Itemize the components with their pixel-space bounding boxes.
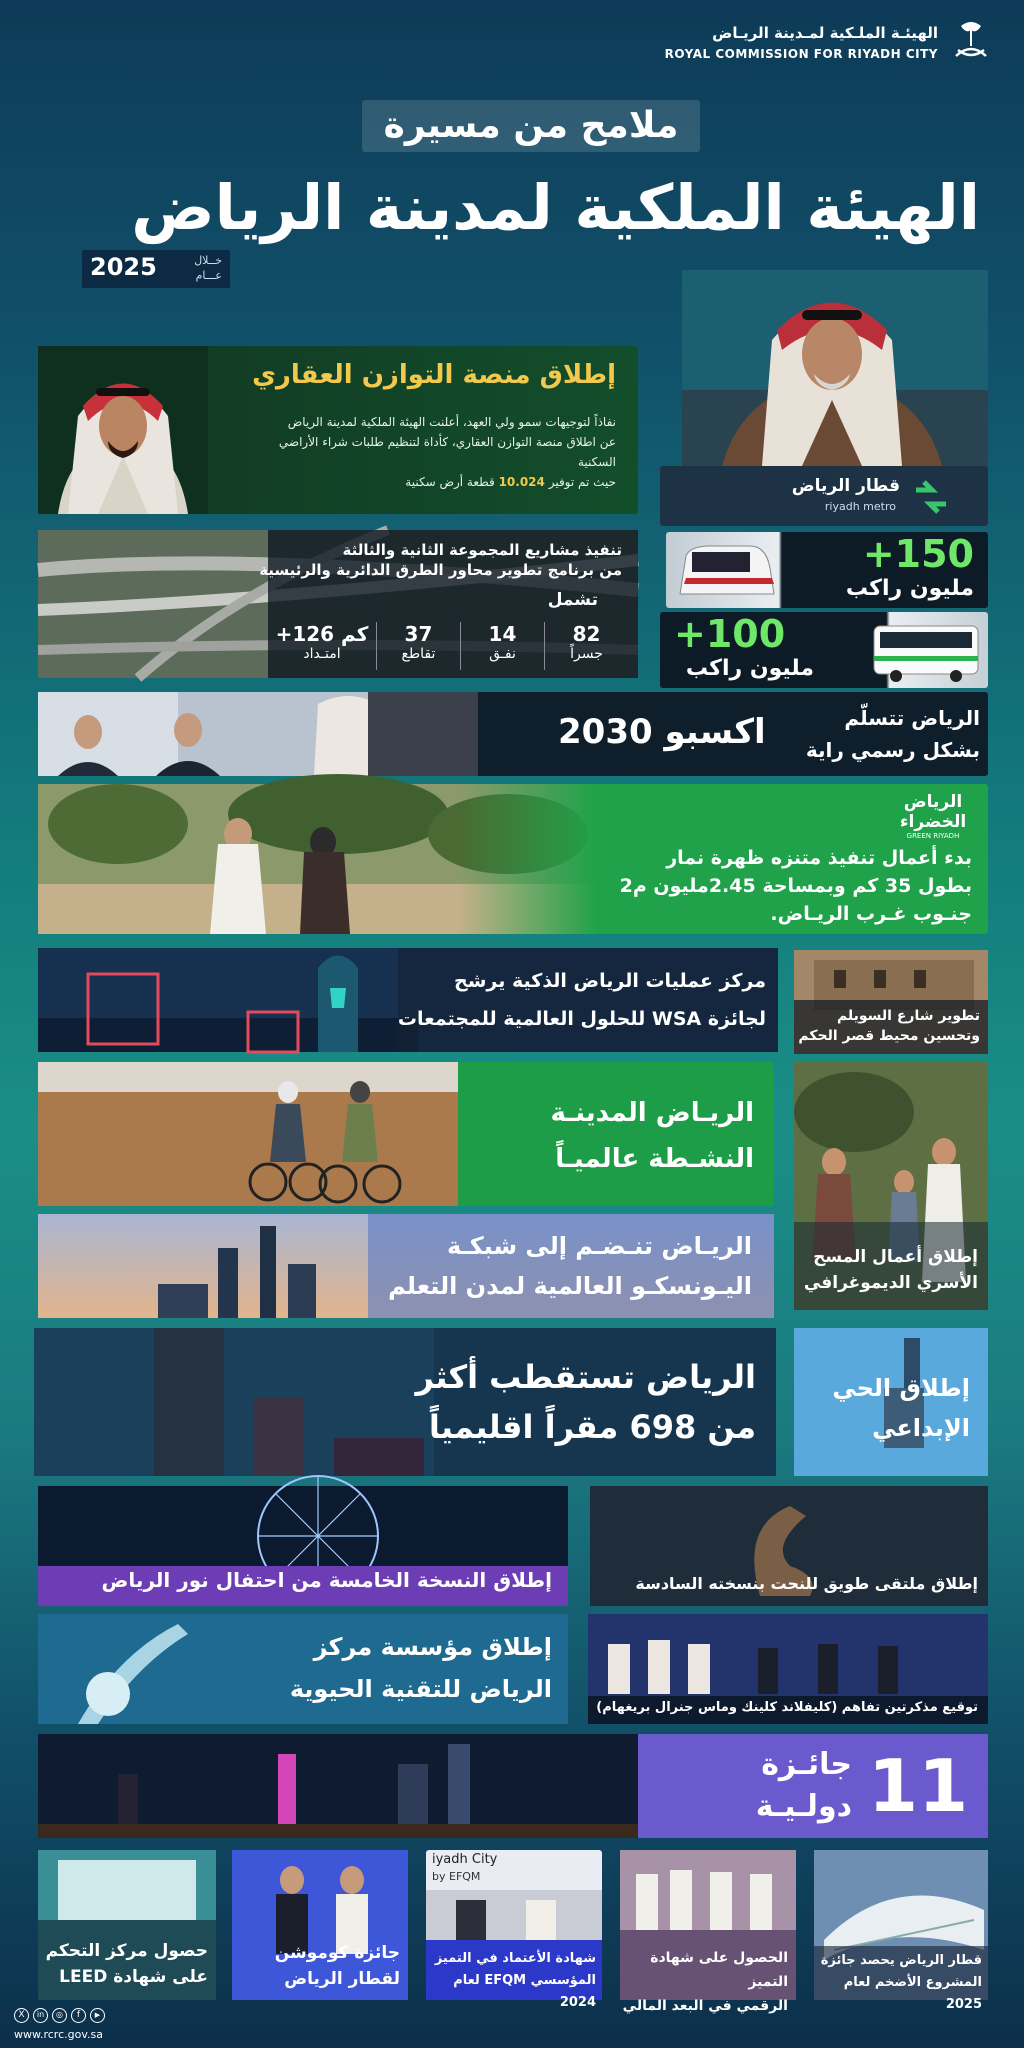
suwailem-line1: تطوير شارع السويلم <box>836 1008 980 1024</box>
instagram-icon[interactable]: ◎ <box>52 2008 67 2023</box>
balance-text <box>216 412 616 492</box>
awards-text <box>652 1744 852 1828</box>
unesco-line2: اليـونسكـو العالمية لمدن التعلم <box>388 1272 752 1300</box>
year-label: خــلال عـــام <box>194 254 222 282</box>
award-card-text <box>426 1948 596 2014</box>
award-card-line2: الرقمي في البعد المالي <box>622 1998 788 2014</box>
award-card-efqm <box>426 1850 602 2010</box>
creative-line1: إطلاق الحي <box>832 1374 970 1402</box>
title-line1: ملامح من مسيرة <box>362 100 700 152</box>
org-name-ar: الهيئـة الملـكية لمـدينة الريـاض <box>712 24 938 42</box>
panel-suwailem <box>794 950 988 1054</box>
green-brand-en: GREEN RIYADH <box>906 832 960 840</box>
metro-train-icon <box>670 538 780 602</box>
award-card-line2: المشروع الأضخم لعام 2025 <box>843 1975 982 2012</box>
smart-line1: مركز عمليات الرياض الذكية يرشح <box>454 970 766 992</box>
smart-text <box>398 962 766 1038</box>
balance-text-line3: السكنية <box>578 455 616 469</box>
award-card-line2: المؤسسي EFQM لعام 2024 <box>453 1973 596 2010</box>
cyclists-photo <box>38 1062 458 1206</box>
balance-text-line1: نفاذاً لتوجيهات سمو ولي العهد، أعلنت الهيئة الملكية لمدينة الرياض <box>287 415 616 429</box>
org-name-en: ROYAL COMMISSION FOR RIYADH CITY <box>664 47 938 61</box>
balance-prefix: حيث تم توفير <box>548 475 616 489</box>
roads-includes: تشمل <box>547 590 598 610</box>
bus-icon <box>870 616 982 684</box>
efqm-top2: by EFQM <box>432 1870 481 1883</box>
metro-riders-label: مليون راكب <box>845 576 974 601</box>
panel-noor-riyadh <box>38 1486 568 1606</box>
metro-riders-panel <box>666 532 988 608</box>
stat-length <box>268 622 376 670</box>
roads-stats <box>268 622 628 670</box>
metro-logo-icon <box>910 476 952 518</box>
award-card-line1: جائزة كوموشن <box>274 1943 400 1963</box>
award-card-text <box>46 1938 208 1990</box>
unesco-line1: الريـاض تنـضـم إلى شبكـة <box>446 1232 752 1260</box>
balance-suffix: قطعة أرض سكنية <box>405 475 495 489</box>
active-line2: النشـطة عالميـاً <box>555 1144 754 1174</box>
roads-heading-line2: من برنامج تطوير محاور الطرق الدائرية والرئيسية <box>259 561 622 579</box>
bus-riders-panel <box>660 612 988 688</box>
expo-text-line1: الرياض تتسلّم <box>844 706 980 730</box>
green-text <box>572 844 972 928</box>
panel-regional-hq <box>34 1328 776 1476</box>
award-card-text <box>275 1940 400 1992</box>
panel-biotech <box>38 1614 568 1724</box>
year-number: 2025 <box>90 253 157 281</box>
active-line1: الريـاض المدينـة <box>550 1098 754 1128</box>
stat-label: تقاطع <box>401 646 436 662</box>
green-text-line1: بدء أعمال تنفيذ متنزه ظهرة نمار <box>666 847 972 869</box>
award-card-line2: على شهادة LEED <box>59 1967 208 1987</box>
x-icon[interactable]: X <box>14 2008 29 2023</box>
saudi-emblem-icon <box>946 16 996 66</box>
panel-creative-district <box>794 1328 988 1476</box>
stat-label: نفـق <box>489 646 516 662</box>
award-card-largest-project <box>814 1850 988 2012</box>
king-photo <box>682 270 988 466</box>
award-card-line2: لقطار الرياض <box>284 1969 400 1989</box>
award-card-text <box>814 1950 982 2016</box>
awards-line2: دولـيـة <box>755 1789 852 1824</box>
stat-num: +126 كم <box>275 622 369 646</box>
award-card-line1: شهادة الأعتماد في التميز <box>434 1951 596 1966</box>
survey-line2: الأسري الديموغرافي <box>803 1273 978 1293</box>
green-text-line2: بطول 35 كم وبمساحة 2.45مليون م2 <box>619 875 972 897</box>
green-riyadh-logo <box>898 792 968 840</box>
suwailem-line2: وتحسين محيط قصر الحكم <box>798 1028 980 1044</box>
balance-text-line2: عن اطلاق منصة التوازن العقاري، كأداة لتنظيم طلبات شراء الأراضي <box>278 435 616 449</box>
awards-line1: جائـزة <box>761 1747 852 1782</box>
award-card-digital <box>620 1850 796 2014</box>
metro-logo-panel <box>660 466 988 526</box>
green-text-line3: جنـوب غـرب الريـاض. <box>770 903 972 925</box>
metro-brand-en: riyadh metro <box>824 500 896 513</box>
stat-tunnels <box>460 622 544 670</box>
active-text <box>551 1090 754 1182</box>
smart-line2: لجائزة WSA للحلول العالمية للمجتمعات <box>397 1008 766 1030</box>
linkedin-icon[interactable]: in <box>33 2008 48 2023</box>
panel-roads <box>38 530 638 678</box>
panel-awards <box>38 1734 988 1838</box>
creative-text <box>832 1368 970 1448</box>
bus-riders-label: مليون راكب <box>685 656 814 681</box>
panel-real-estate-balance <box>38 346 638 514</box>
page-title: الهيئة الملكية لمدينة الرياض <box>131 171 980 244</box>
stat-intersections <box>376 622 460 670</box>
stat-label: جسراً <box>570 646 603 662</box>
balance-heading: إطلاق منصة التوازن العقاري <box>252 360 616 390</box>
award-card-comotion <box>232 1850 408 2000</box>
year-box <box>82 250 230 288</box>
biotech-line1: إطلاق مؤسسة مركز <box>313 1633 552 1661</box>
unesco-text <box>388 1226 752 1306</box>
facebook-icon[interactable]: f <box>71 2008 86 2023</box>
roads-heading <box>259 540 622 580</box>
balance-text-line4 <box>216 472 616 492</box>
metro-brand-ar: قطار الرياض <box>791 476 900 496</box>
award-card-line1: حصول مركز التحكم <box>45 1941 208 1961</box>
survey-text <box>804 1244 978 1296</box>
noor-text: إطلاق النسخة الخامسة من احتفال نور الرياض <box>101 1568 552 1592</box>
roads-heading-line1: تنفيذ مشاريع المجموعة الثانية والثالثة <box>342 541 622 559</box>
creative-line2: الإبداعي <box>872 1414 970 1442</box>
expo-text <box>740 702 980 766</box>
hq-text <box>415 1352 756 1452</box>
metro-riders-number: +150 <box>862 532 974 576</box>
awards-count: 11 <box>868 1744 969 1828</box>
panel-smart-ops <box>38 948 778 1052</box>
survey-line1: إطلاق أعمال المسح <box>813 1247 978 1267</box>
social-icons <box>14 2008 105 2023</box>
panel-mou <box>588 1614 988 1724</box>
award-card-line1: الحصول على شهادة التميز <box>650 1950 788 1990</box>
youtube-icon[interactable]: ▶ <box>90 2008 105 2023</box>
panel-green-riyadh <box>38 784 988 934</box>
expo-text-line2: بشكل رسمي راية <box>805 738 980 762</box>
stat-label: امتـداد <box>303 646 341 662</box>
award-card-leed <box>38 1850 216 2000</box>
mou-text: توقيع مذكرتين تفاهم (كليفلاند كلينك وماس جنرال بريغهام) <box>596 1700 978 1715</box>
green-brand-ar: الرياض الخضراء <box>899 792 967 832</box>
stat-num: 14 <box>488 622 517 646</box>
panel-expo <box>38 692 988 776</box>
hq-line2: من 698 مقراً اقليمياً <box>428 1408 756 1446</box>
stat-bridges <box>544 622 628 670</box>
stat-num: 82 <box>572 622 601 646</box>
biotech-text <box>290 1626 552 1710</box>
tuwaiq-text: إطلاق ملتقى طويق للنحت بنسخته السادسة <box>635 1574 978 1593</box>
park-photo <box>38 784 598 934</box>
panel-tuwaiq <box>590 1486 988 1606</box>
hq-line1: الرياض تستقطب أكثر <box>415 1358 756 1396</box>
award-card-line1: قطار الرياض يحصد جائزة <box>820 1953 982 1968</box>
expo-ceremony-photo <box>38 692 478 776</box>
stat-num: 37 <box>404 622 433 646</box>
bus-riders-number: +100 <box>674 612 786 656</box>
footer-url[interactable]: www.rcrc.gov.sa <box>14 2028 103 2041</box>
panel-family-survey <box>794 1062 988 1310</box>
balance-number: 10.024 <box>498 475 545 489</box>
suwailem-text <box>798 1006 980 1046</box>
panel-active-city <box>38 1062 774 1206</box>
king-portrait <box>682 270 988 466</box>
efqm-top1: iyadh City <box>432 1852 498 1867</box>
panel-unesco <box>38 1214 774 1318</box>
crown-prince-portrait <box>38 346 208 514</box>
expo-title: اكسبو 2030 <box>558 712 766 752</box>
award-card-text <box>620 1946 788 2018</box>
biotech-line2: الرياض للتقنية الحيوية <box>289 1675 552 1703</box>
